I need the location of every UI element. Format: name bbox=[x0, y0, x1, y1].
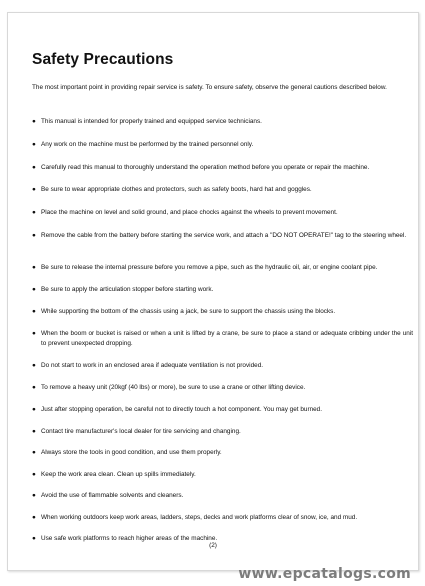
bullet-icon: ● bbox=[32, 141, 36, 148]
bullet-icon: ● bbox=[32, 362, 36, 369]
list-item bbox=[32, 383, 413, 393]
list-item bbox=[32, 231, 413, 241]
bullet-icon: ● bbox=[32, 428, 36, 435]
list-item bbox=[32, 513, 413, 523]
list-item-text: When working outdoors keep work areas, ladders, steps, decks and work platforms clear of snow, ice, and mud. bbox=[41, 514, 358, 521]
watermark-text: www.epcatalogs.com bbox=[238, 566, 411, 582]
list-item bbox=[32, 263, 413, 273]
page-number: (2) bbox=[209, 542, 217, 549]
bullet-icon: ● bbox=[32, 449, 36, 456]
bullet-icon: ● bbox=[32, 232, 36, 239]
list-item-text: Any work on the machine must be performed by the trained personnel only. bbox=[41, 141, 254, 148]
list-item-text: Place the machine on level and solid ground, and place chocks against the wheels to prevent movement. bbox=[41, 209, 338, 216]
bullet-icon: ● bbox=[32, 406, 36, 413]
list-item-text: Be sure to release the internal pressure before you remove a pipe, such as the hydraulic oil, air, or engine coolant pipe. bbox=[41, 264, 378, 271]
bullet-icon: ● bbox=[32, 514, 36, 521]
list-item bbox=[32, 140, 413, 150]
list-item-text: Keep the work area clean. Clean up spills immediately. bbox=[41, 471, 196, 478]
list-item-text: Do not start to work in an enclosed area if adequate ventilation is not provided. bbox=[41, 362, 264, 369]
list-item-text: Use safe work platforms to reach higher areas of the machine. bbox=[41, 535, 218, 542]
list-item bbox=[32, 117, 413, 127]
bullet-icon: ● bbox=[32, 286, 36, 293]
list-item bbox=[32, 307, 413, 317]
list-item bbox=[32, 405, 413, 415]
list-item bbox=[32, 285, 413, 295]
list-item-text: Be sure to apply the articulation stopper before starting work. bbox=[41, 286, 214, 293]
bullet-icon: ● bbox=[32, 186, 36, 193]
list-item bbox=[32, 470, 413, 480]
list-item-text: Just after stopping operation, be careful not to directly touch a hot component. You may get burned. bbox=[41, 406, 323, 413]
list-item bbox=[32, 448, 413, 458]
list-item bbox=[32, 163, 413, 173]
list-item-text: While supporting the bottom of the chassis using a jack, be sure to support the chassis using the blocks. bbox=[41, 308, 336, 315]
list-item-text: This manual is intended for properly trained and equipped service technicians. bbox=[41, 118, 262, 125]
list-item-text: Always store the tools in good condition, and use them properly. bbox=[41, 449, 222, 456]
list-item bbox=[32, 491, 413, 501]
bullet-icon: ● bbox=[32, 264, 36, 271]
list-item bbox=[32, 185, 413, 195]
bullet-icon: ● bbox=[32, 330, 36, 337]
list-item-text: When the boom or bucket is raised or when a unit is lifted by a crane, be sure to place a stand or adequate cribbing under the unit to prevent unexpected dropping. bbox=[41, 330, 413, 347]
intro-paragraph: The most important point in providing repair service is safety. To ensure safety, observe the general cautions described below. bbox=[32, 84, 387, 91]
list-item bbox=[32, 361, 413, 371]
list-item-text: Be sure to wear appropriate clothes and protectors, such as safety boots, hard hat and goggles. bbox=[41, 186, 312, 193]
bullet-icon: ● bbox=[32, 209, 36, 216]
bullet-icon: ● bbox=[32, 535, 36, 542]
list-item-text: Remove the cable from the battery before starting the service work, and attach a "DO NOT OPERATE!" tag to the steering wheel. bbox=[41, 232, 407, 239]
document-page bbox=[7, 12, 419, 571]
bullet-icon: ● bbox=[32, 164, 36, 171]
list-item-text: Contact tire manufacturer's local dealer for tire servicing and changing. bbox=[41, 428, 241, 435]
list-item bbox=[32, 427, 413, 437]
bullet-icon: ● bbox=[32, 492, 36, 499]
list-item-text: Avoid the use of flammable solvents and cleaners. bbox=[41, 492, 184, 499]
list-item-text: To remove a heavy unit (20kgf (40 lbs) or more), be sure to use a crane or other lifting device. bbox=[41, 384, 306, 391]
list-item bbox=[32, 208, 413, 218]
page-title: Safety Precautions bbox=[32, 51, 174, 68]
list-item bbox=[32, 329, 413, 349]
bullet-icon: ● bbox=[32, 471, 36, 478]
list-item-text: Carefully read this manual to thoroughly understand the operation method before you operate or repair the machine. bbox=[41, 164, 370, 171]
bullet-icon: ● bbox=[32, 118, 36, 125]
bullet-icon: ● bbox=[32, 384, 36, 391]
bullet-icon: ● bbox=[32, 308, 36, 315]
